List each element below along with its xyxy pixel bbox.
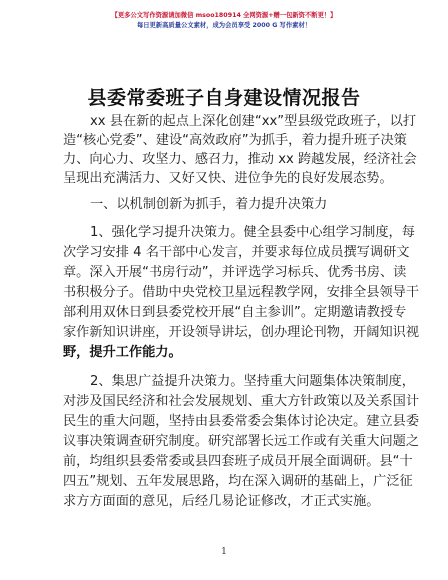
body-line xyxy=(63,343,394,362)
body-line: 对涉及国民经济和社会发展规划、重大方针政策以及关系国计 xyxy=(63,394,420,409)
body-line: 求方方面面的意见，后经几易论证修改，才正式实施。 xyxy=(63,494,380,509)
body-line: 民生的重大问题，坚持由县委常委会集体讨论决定。建立县委 xyxy=(63,414,420,429)
body-line: 呈现出充满活力、又好又快、进位争先的良好发展态势。 xyxy=(63,171,393,186)
body-line: 四五”规划、五年发展思路，均在深入调研的基础上，广泛征 xyxy=(63,474,413,489)
body-line: 部利用双休日到县委党校开展“自主参训”。定期邀请教授专 xyxy=(63,305,407,320)
body-line: 议事决策调查研究制度。研究部署长远工作或有关重大问题之 xyxy=(63,434,420,449)
promo-banner-line-1: 【更多公文写作资源请加微信 msoo180914 全网资源+赠一包新资不断更！】 xyxy=(111,12,337,19)
body-line: 力、向心力、攻坚力、感召力，推动 xx 跨越发展，经济社会 xyxy=(63,152,417,167)
document-title: 县委常委班子自身建设情况报告 xyxy=(87,87,361,109)
promo-banner-line-2: 每日更新高质量公文素材，成为会员享受 2000 G 写作素材！ xyxy=(136,22,312,29)
body-line: 2、集思广益提升决策力。坚持重大问题集体决策制度， xyxy=(90,374,415,389)
emphasis-text: 野，提升工作能力。 xyxy=(63,345,182,360)
body-line: 章。深入开展“书房行动”，并评选学习标兵、优秀书房、读 xyxy=(63,265,407,280)
body-line: 前，均组织县委常委或县四套班子成员开展全面调研。县“十 xyxy=(63,454,413,469)
body-line: 次学习安排 4 名干部中心发言，并要求每位成员撰写调研文 xyxy=(63,245,410,260)
section-heading: 一、以机制创新为抓手，着力提升决策力 xyxy=(90,197,328,212)
body-line: 造“核心党委”、建设“高效政府”为抓手，着力提升班子决策 xyxy=(63,133,407,148)
body-line: 1、强化学习提升决策力。健全县委中心组学习制度，每 xyxy=(90,225,415,240)
body-line: xx 县在新的起点上深化创建“xx”型县级党政班子，以打 xyxy=(90,114,417,129)
page-number: 1 xyxy=(221,547,227,557)
body-line: 书积极分子。借助中央党校卫星远程教学网，安排全县领导干 xyxy=(63,285,420,300)
body-line: 家作新知识讲座，开设领导讲坛，创办理论刊物，开阔知识视 xyxy=(63,325,420,340)
